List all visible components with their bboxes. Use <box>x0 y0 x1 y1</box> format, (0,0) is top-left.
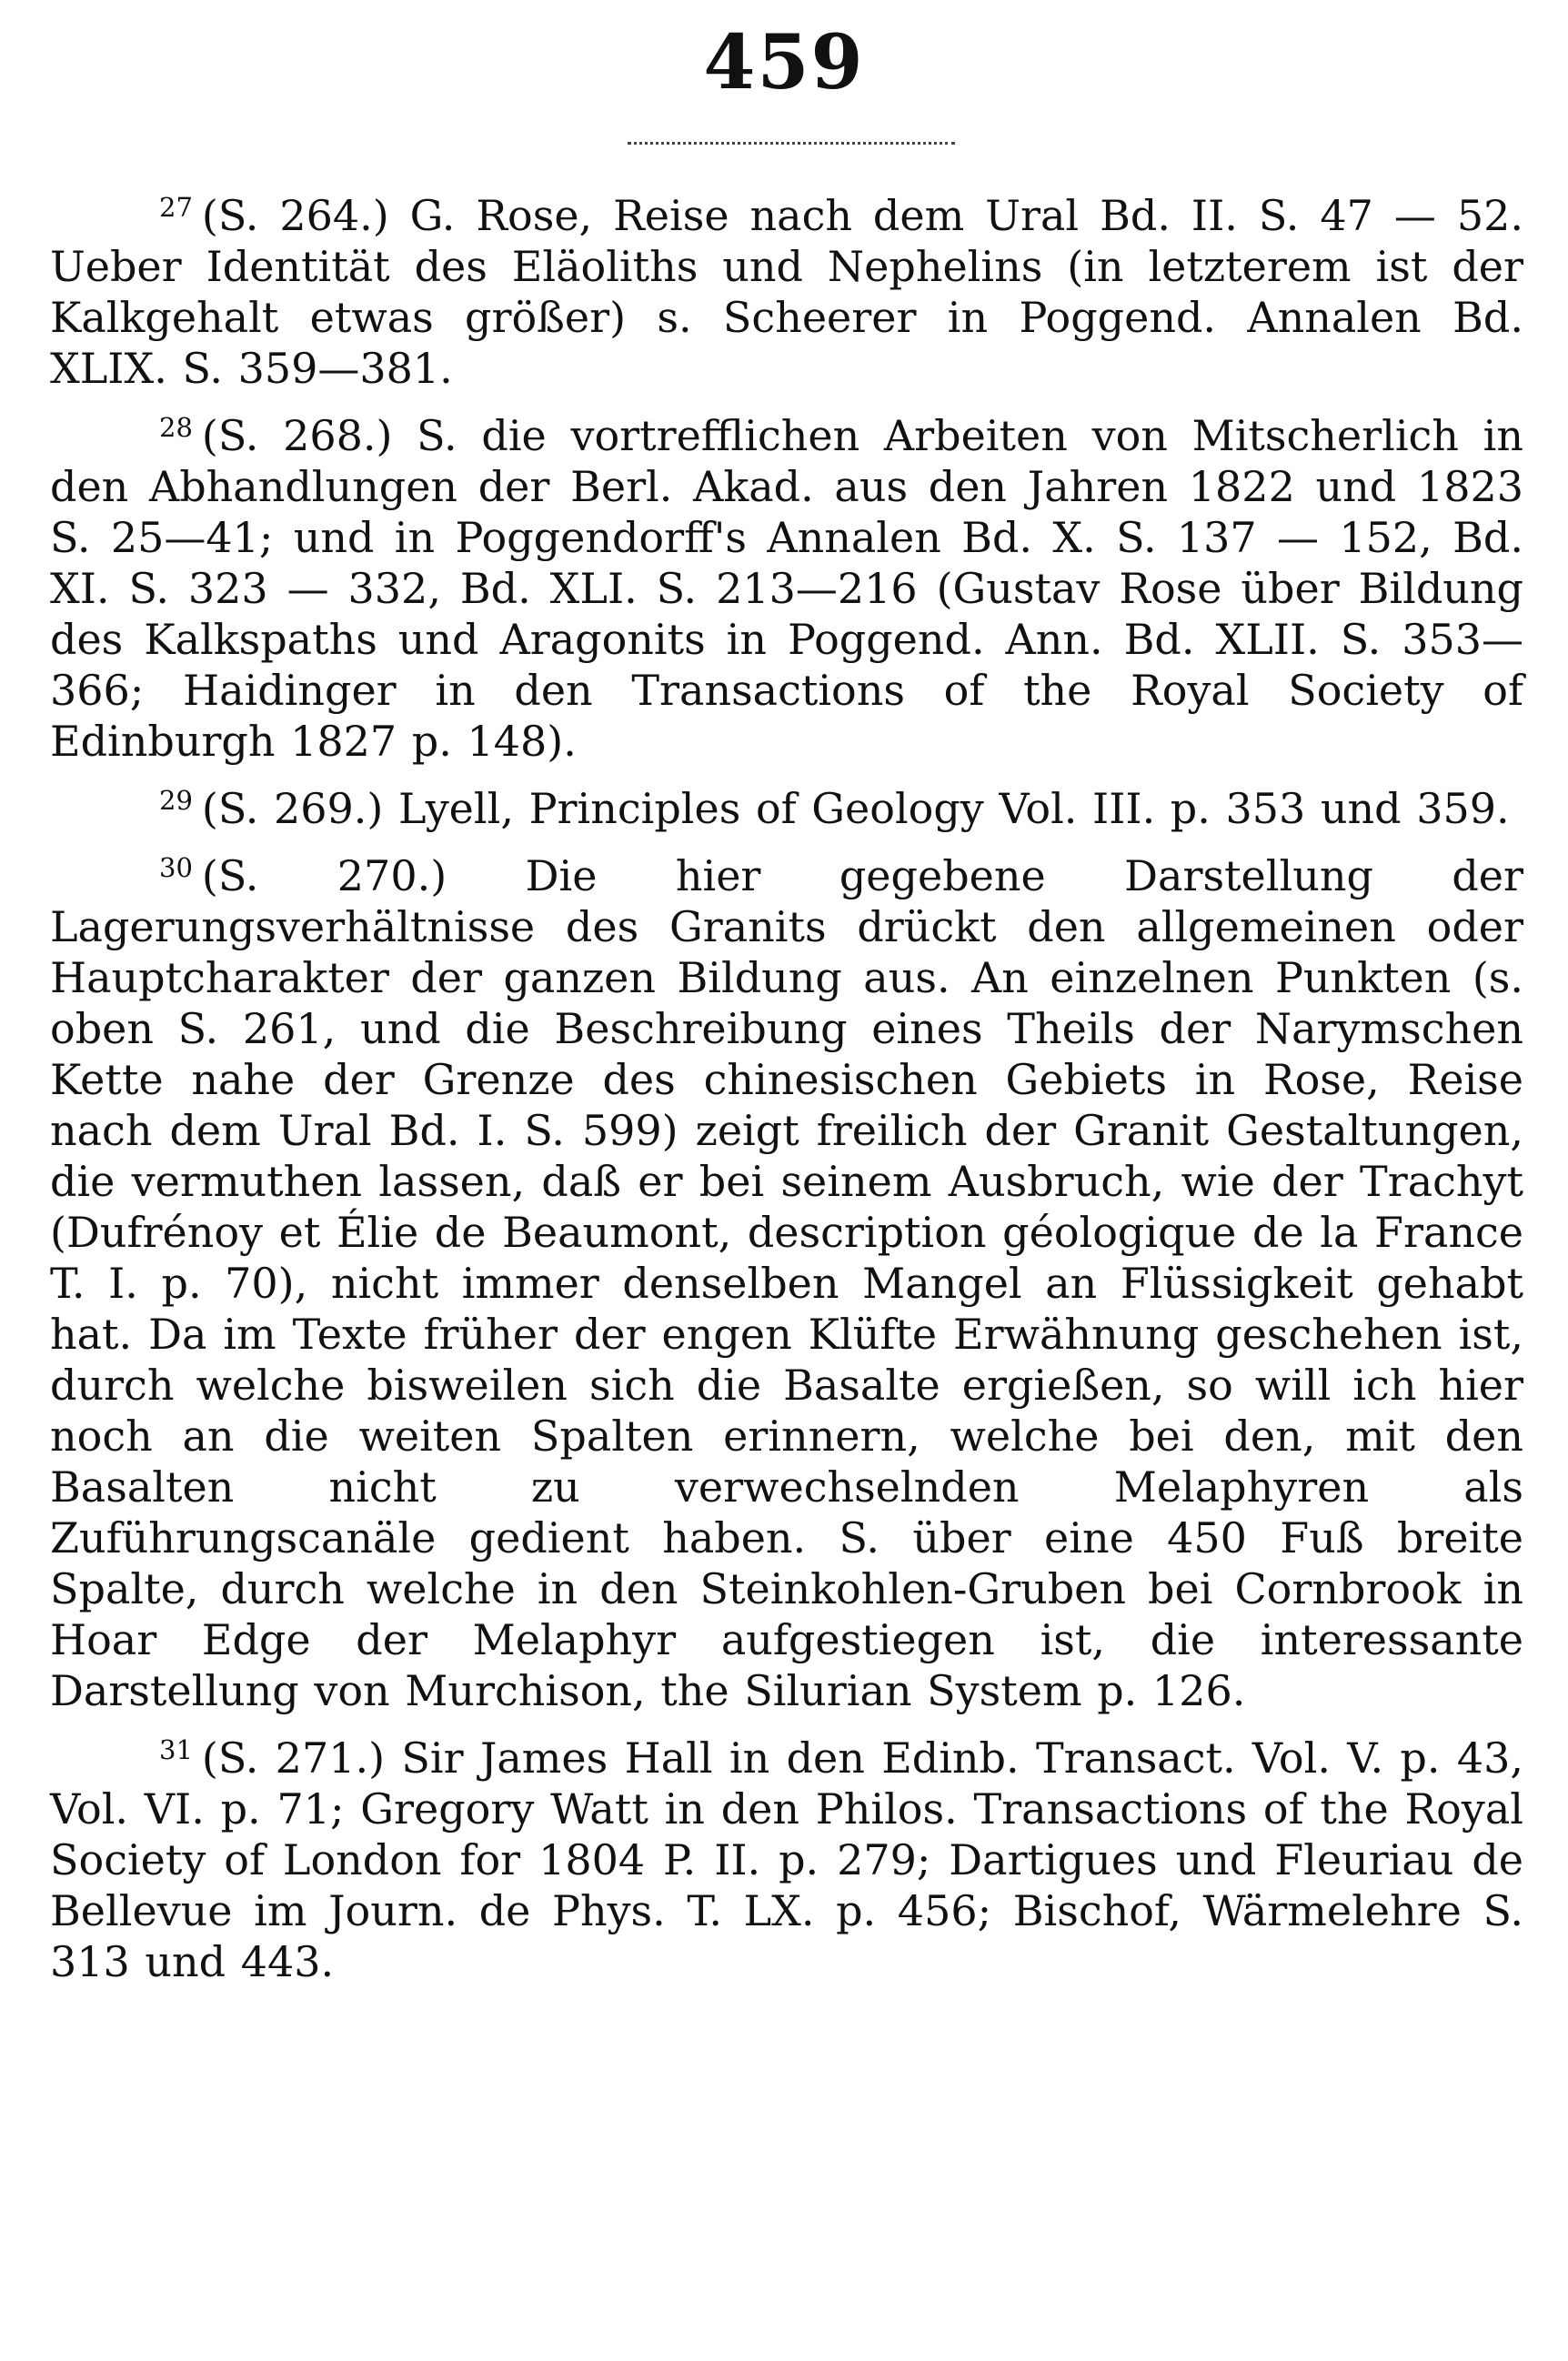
footnote-text: (S. 268.) S. die vortrefflichen Arbeiten von Mitscherlich in den Abhandlungen der Berl. Akad. aus den Jahren 1822 und 1823 S. 25—41; und in Poggendorff's Annalen Bd. X. S. 137 — 152, Bd. XI. S. 323 — 332, Bd. XLI. S. 213—216 (Gustav Rose über Bildung des Kalkspaths und Aragonits in Poggend. Ann. Bd. XLII. S. 353—366; Haidinger in den Transactions of the Royal Society of Edinburgh 1827 p. 148). <box>50 411 1523 766</box>
footnote-number: 29 <box>159 785 193 816</box>
footnote-text: (S. 269.) Lyell, Principles of Geology Vol. III. p. 353 und 359. <box>201 784 1510 833</box>
footnote-number: 31 <box>159 1734 193 1765</box>
footnotes-list <box>50 182 1523 1995</box>
footnote-number: 28 <box>159 412 193 443</box>
footnote-29 <box>50 775 1523 834</box>
footnote-text: (S. 264.) G. Rose, Reise nach dem Ural Bd. II. S. 47 — 52. Ueber Identität des Eläoliths und Nephelins (in letzterem ist der Kalkgehalt etwas größer) s. Scheerer in Poggend. Annalen Bd. XLIX. S. 359—381. <box>50 191 1523 393</box>
footnote-text: (S. 271.) Sir James Hall in den Edinb. Transact. Vol. V. p. 43, Vol. VI. p. 71; Gregory Watt in den Philos. Transactions of the Royal Society of London for 1804 P. II. p. 279; Dartigues und Fleuriau de Bellevue im Journ. de Phys. T. LX. p. 456; Bischof, Wärmelehre S. 313 und 443. <box>50 1733 1523 1986</box>
footnote-text: (S. 270.) Die hier gegebene Darstellung der Lagerungsverhältnisse des Granits drückt den allgemeinen oder Hauptcharakter der ganzen Bildung aus. An einzelnen Punkten (s. oben S. 261, und die Beschreibung eines Theils der Narymschen Kette nahe der Grenze des chinesischen Gebiets in Rose, Reise nach dem Ural Bd. I. S. 599) zeigt freilich der Granit Gestaltungen, die vermuthen lassen, daß er bei seinem Ausbruch, wie der Trachyt (Dufrénoy et Élie de Beaumont, description géologique de la France T. I. p. 70), nicht immer denselben Mangel an Flüssigkeit gehabt hat. Da im Texte früher der engen Klüfte Erwähnung geschehen ist, durch welche bisweilen sich die Basalte ergießen, so will ich hier noch an die weiten Spalten erinnern, welche bei den, mit den Basalten nicht zu verwechselnden Melaphyren als Zuführungscanäle gedient haben. S. über eine 450 Fuß breite Spalte, durch welche in den Steinkohlen-Gruben bei Cornbrook in Hoar Edge der Melaphyr aufgestiegen ist, die interessante Darstellung von Murchison, the Silurian System p. 126. <box>50 851 1523 1715</box>
page-number: 459 <box>703 19 865 106</box>
footnote-27 <box>50 182 1523 394</box>
footnote-number: 27 <box>159 192 193 223</box>
header-rule <box>628 142 955 145</box>
footnote-31 <box>50 1724 1523 1987</box>
footnote-number: 30 <box>159 852 193 883</box>
footnote-30 <box>50 842 1523 1716</box>
footnote-28 <box>50 402 1523 767</box>
